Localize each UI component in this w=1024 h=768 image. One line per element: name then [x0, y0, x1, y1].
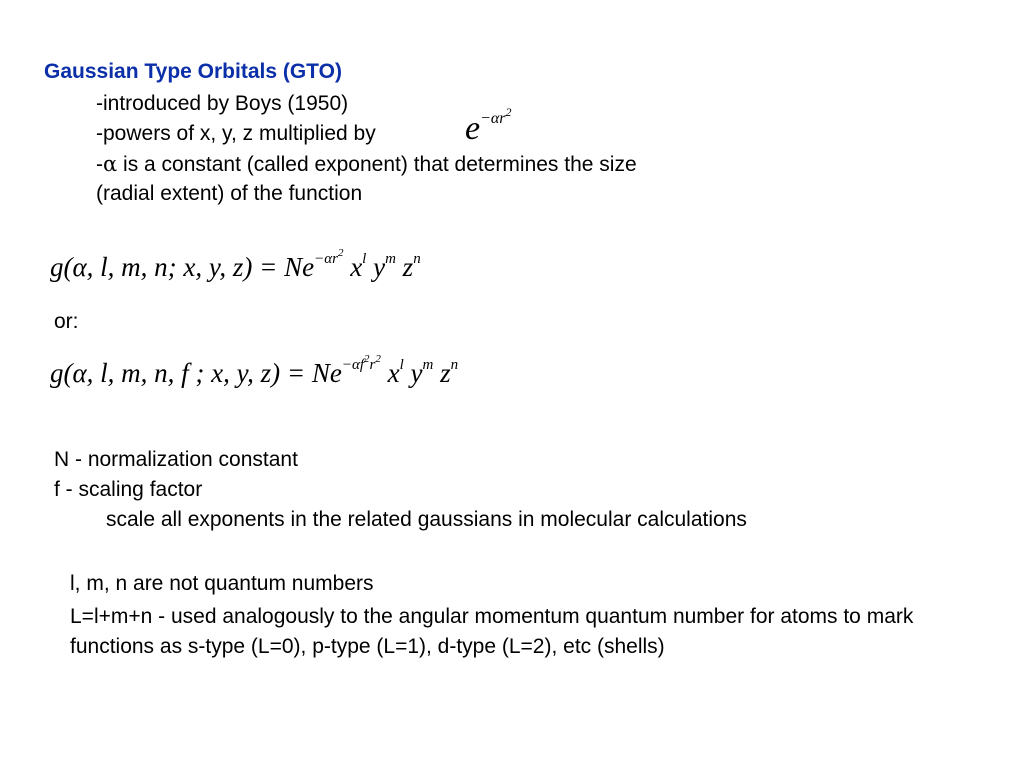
formula2-m-power: m — [422, 357, 434, 373]
exp-exponent: −αr — [480, 110, 506, 127]
formula2-z: z — [433, 358, 451, 388]
formula2-r-square: 2 — [375, 353, 381, 365]
or-label: or: — [54, 310, 79, 333]
formula1-n-power: n — [413, 251, 421, 267]
formula1-y: y — [366, 252, 386, 282]
formula1-lhs: g(α, l, m, n; x, y, z) = Ne — [50, 252, 315, 282]
formula1-exponent-square: 2 — [337, 247, 344, 259]
intro-line-alpha — [96, 152, 637, 177]
note-angular-momentum: L=l+m+n - used analogously to the angular momentum quantum number for atoms to mark functions as s-type (L=0), p-type (L=1), d-type (L=2), etc (shells) — [70, 605, 914, 658]
formula2-x: x — [380, 358, 400, 388]
formula1-z: z — [395, 252, 414, 282]
intro-line-radial: (radial extent) of the function — [96, 182, 363, 205]
formula2-y: y — [403, 358, 423, 388]
definition-normalization: N - normalization constant — [54, 448, 298, 471]
alpha-prefix: - — [96, 153, 103, 176]
formula1-exponent: −αr — [314, 251, 338, 267]
formula1-l-power: l — [362, 251, 367, 267]
formula2-exponent-r: r — [369, 357, 376, 373]
definition-scaling-detail: scale all exponents in the related gaussians in molecular calculations — [106, 508, 747, 531]
alpha-symbol: α — [103, 152, 118, 176]
exp-exponent-square: 2 — [505, 105, 512, 119]
note-not-quantum-numbers: l, m, n are not quantum numbers — [70, 572, 374, 595]
formula2-lhs: g(α, l, m, n, f ; x, y, z) = Ne — [50, 358, 342, 388]
intro-line-powers: -powers of x, y, z multiplied by — [96, 122, 376, 145]
exp-base: e — [465, 110, 481, 147]
alpha-description: is a constant (called exponent) that determines the size — [117, 153, 637, 176]
gto-formula-basic — [50, 247, 421, 283]
formula2-exponent: −αf — [341, 357, 365, 373]
formula2-l-power: l — [399, 357, 404, 373]
intro-line-boys: -introduced by Boys (1950) — [96, 92, 349, 115]
gaussian-exponential-expression — [465, 105, 512, 148]
formula1-x: x — [343, 252, 363, 282]
formula1-m-power: m — [385, 251, 396, 267]
formula2-f-square: 2 — [364, 353, 370, 365]
gto-formula-scaled — [50, 353, 459, 389]
formula2-n-power: n — [450, 357, 459, 373]
definition-scaling-factor: f - scaling factor — [54, 478, 203, 501]
slide-title: Gaussian Type Orbitals (GTO) — [44, 60, 342, 83]
